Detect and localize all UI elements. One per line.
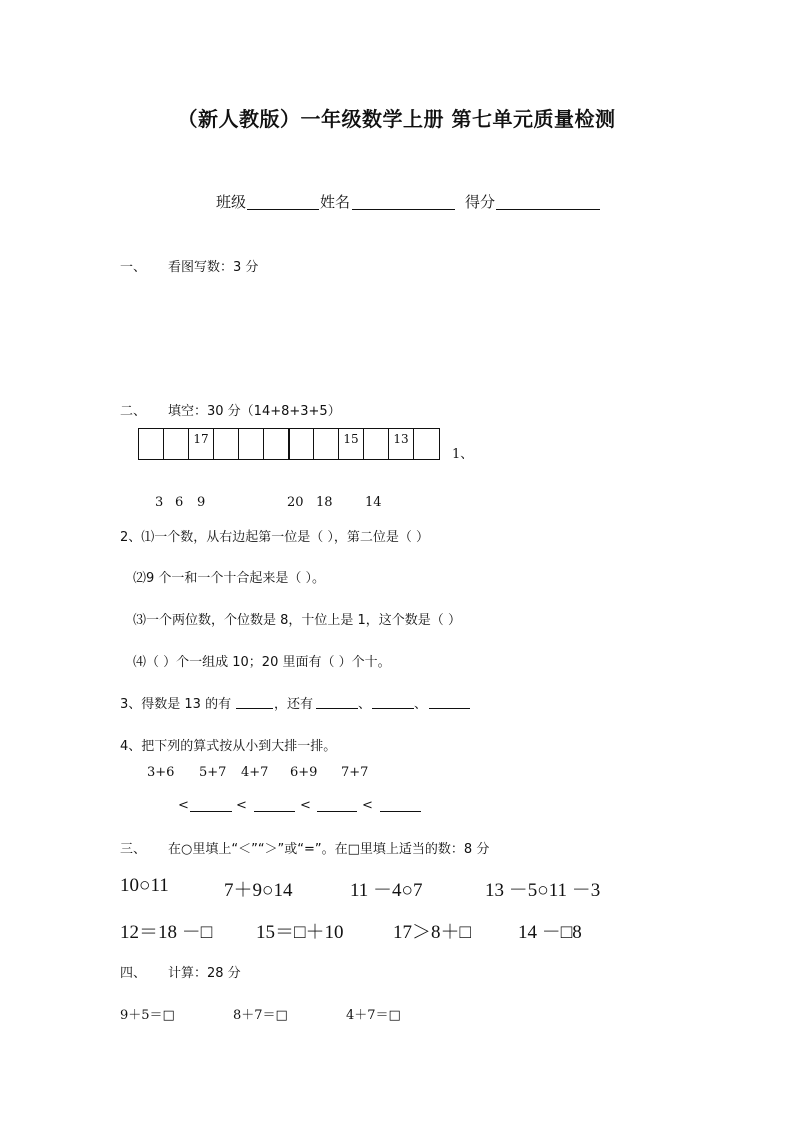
number-box[interactable] [214, 429, 239, 459]
number-box-row-1 [138, 428, 290, 460]
class-blank[interactable] [247, 209, 319, 210]
sequence-number: 9 [197, 495, 206, 510]
expression: 7+7 [341, 765, 369, 780]
compare-expression: 13 －5○11 －3 [485, 880, 601, 901]
number-box[interactable] [264, 429, 289, 459]
fill-expression: 12＝18 －□ [120, 922, 213, 943]
sequence-number: 3 [155, 495, 164, 510]
answer-blank[interactable] [254, 811, 295, 812]
number-box[interactable] [364, 429, 389, 459]
number-box-row-2 [288, 428, 440, 460]
answer-blank[interactable] [429, 708, 470, 709]
number-box[interactable] [414, 429, 439, 459]
expression: 6+9 [290, 765, 318, 780]
less-than-sign: < [362, 798, 373, 813]
answer-blank[interactable] [316, 708, 358, 709]
score-blank[interactable] [496, 209, 600, 210]
number-box: 15 [339, 429, 364, 459]
sequence-number: 6 [175, 495, 184, 510]
section2-number: 二、 [120, 404, 147, 419]
separator: 、 [414, 697, 428, 712]
compare-expression: 7＋9○14 [224, 880, 293, 901]
expression: 3+6 [147, 765, 175, 780]
question-2-4: ⑷（ ）个一组成 10；20 里面有（ ）个十。 [133, 655, 391, 670]
answer-blank[interactable] [372, 708, 414, 709]
section2-heading: 填空：30 分（14+8+3+5） [168, 404, 341, 419]
answer-blank[interactable] [236, 708, 273, 709]
calc-item: 4＋7＝□ [346, 1008, 401, 1023]
section3-heading: 在○里填上“＜”“＞”或“=”。在□里填上适当的数：8 分 [168, 842, 490, 857]
answer-blank[interactable] [190, 811, 232, 812]
calc-item: 9＋5＝□ [120, 1008, 175, 1023]
fill-expression: 15＝□＋10 [256, 922, 344, 943]
question-2-3: ⑶一个两位数，个位数是 8，十位上是 1，这个数是（ ） [133, 613, 461, 628]
section3-number: 三、 [120, 842, 147, 857]
number-box[interactable] [139, 429, 164, 459]
separator: 、 [358, 697, 372, 712]
compare-expression: 10○11 [120, 875, 169, 896]
calc-item: 8＋7＝□ [233, 1008, 288, 1023]
question-2-2: ⑵9 个一和一个十合起来是（ ）。 [133, 571, 326, 586]
name-label: 姓名 [320, 193, 351, 211]
number-box[interactable] [289, 429, 314, 459]
page-title: （新人教版）一年级数学上册 第七单元质量检测 [177, 107, 616, 131]
section1-heading: 看图写数：3 分 [168, 260, 259, 275]
number-box[interactable] [239, 429, 264, 459]
expression: 5+7 [199, 765, 227, 780]
name-blank[interactable] [352, 209, 455, 210]
compare-expression: 11 －4○7 [350, 880, 423, 901]
section4-number: 四、 [120, 966, 147, 981]
section4-heading: 计算：28 分 [168, 966, 241, 981]
score-label: 得分 [465, 193, 496, 211]
less-than-sign: < [300, 798, 311, 813]
number-box: 13 [389, 429, 414, 459]
fill-expression: 14 －□8 [518, 922, 582, 943]
less-than-sign: < [236, 798, 247, 813]
question-1-label: 1、 [452, 447, 474, 462]
sequence-number: 18 [316, 495, 333, 510]
number-box: 17 [189, 429, 214, 459]
less-than-sign: < [178, 798, 189, 813]
sequence-number: 20 [287, 495, 304, 510]
sequence-number: 14 [365, 495, 382, 510]
number-box[interactable] [164, 429, 189, 459]
answer-blank[interactable] [380, 811, 421, 812]
expression: 4+7 [241, 765, 269, 780]
question-3-text-2: ，还有 [274, 697, 314, 712]
answer-blank[interactable] [317, 811, 357, 812]
section1-number: 一、 [120, 260, 147, 275]
number-box[interactable] [314, 429, 339, 459]
class-label: 班级 [216, 193, 247, 211]
question-3-text: 3、得数是 13 的有 [120, 697, 232, 712]
question-4-text: 4、把下列的算式按从小到大排一排。 [120, 739, 337, 754]
fill-expression: 17＞8＋□ [393, 922, 471, 943]
question-2-1: 2、⑴一个数，从右边起第一位是（ ），第二位是（ ） [120, 530, 430, 545]
